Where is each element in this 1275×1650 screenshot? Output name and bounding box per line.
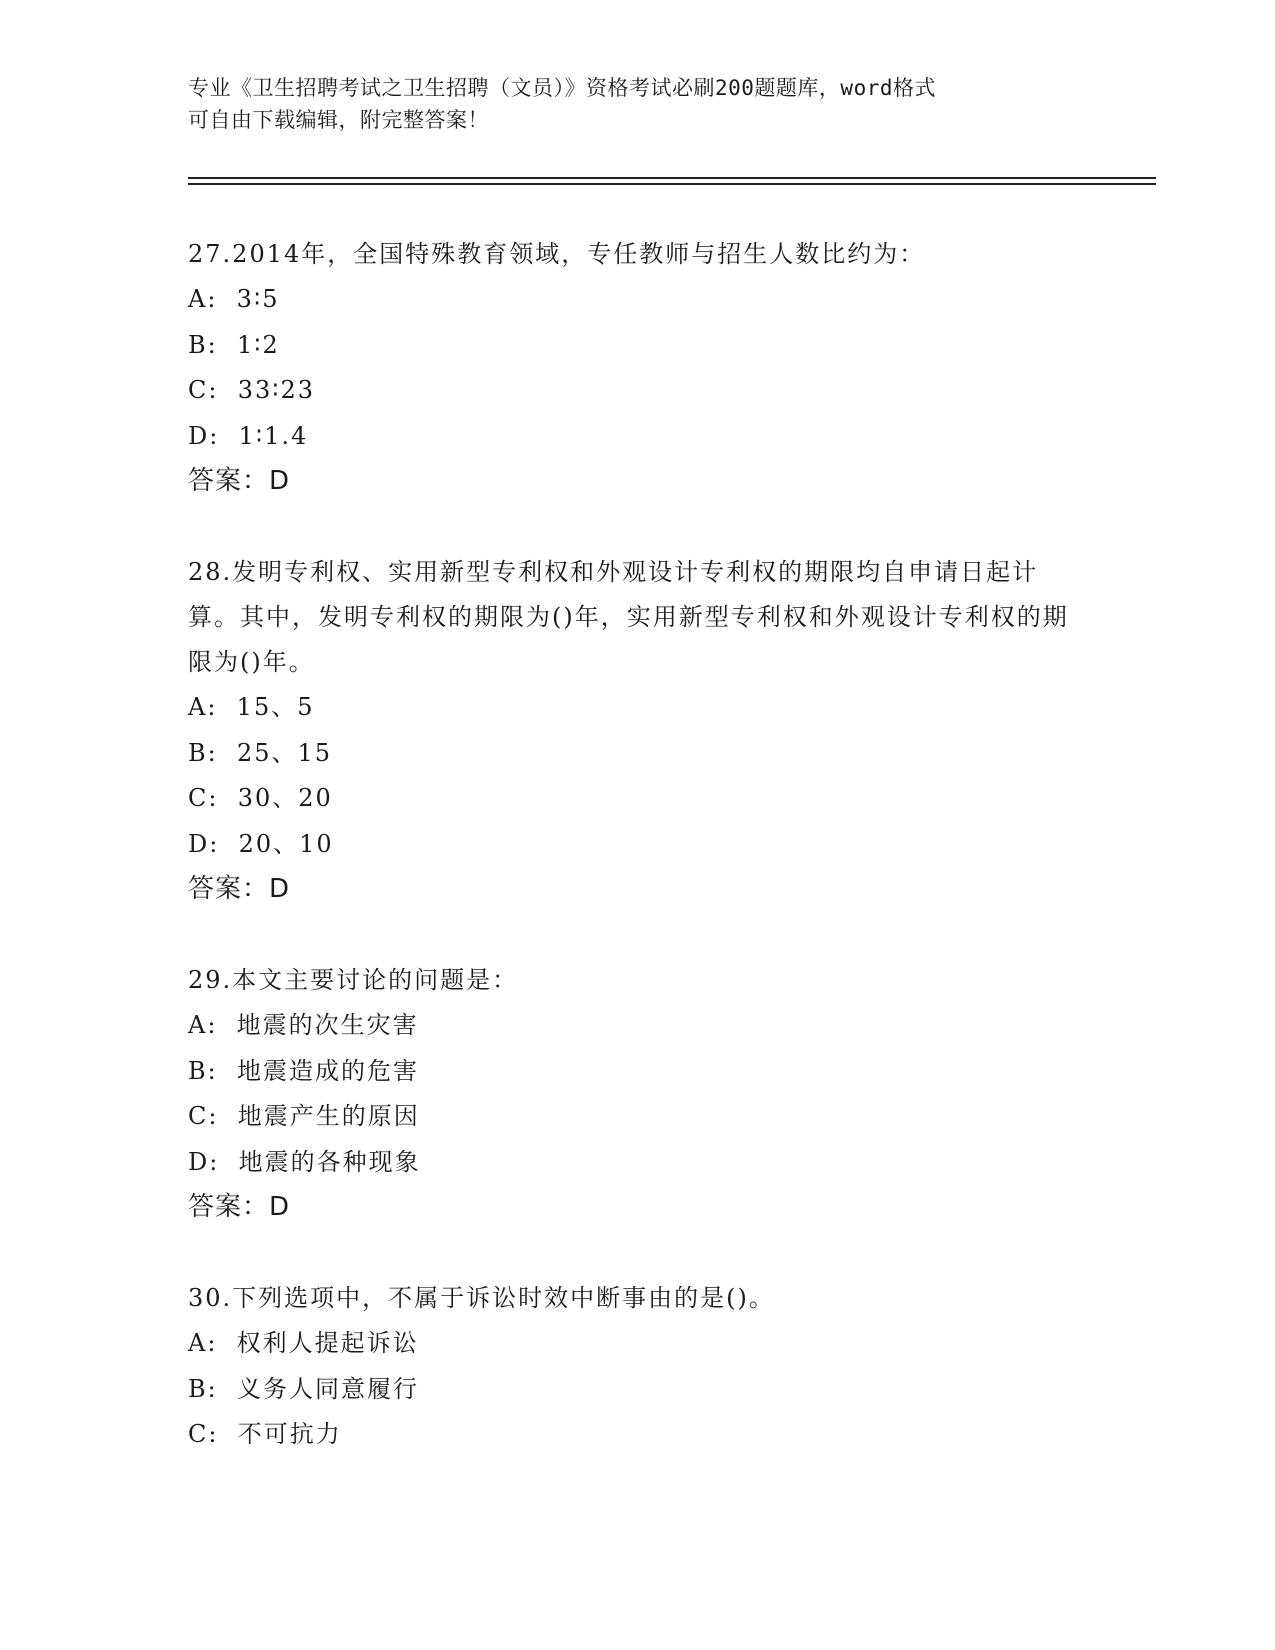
option-c: C: 33∶23 [188, 376, 316, 404]
option-a: A: 权利人提起诉讼 [188, 1329, 419, 1357]
header-divider-bottom [188, 183, 1156, 185]
option-d: D: 1∶1.4 [188, 421, 309, 450]
option-a: A: 3∶5 [188, 285, 280, 313]
question-text: 30.下列选项中，不属于诉讼时效中断事由的是()。 [188, 1284, 775, 1312]
option-b: B: 义务人同意履行 [188, 1374, 419, 1403]
question-28 [188, 550, 1088, 912]
header-line-2: 可自由下载编辑，附完整答案！ [188, 108, 489, 132]
answer: 答案：D [188, 874, 291, 904]
option-d: D: 20、10 [188, 829, 334, 858]
question-27 [188, 232, 1088, 504]
question-list [188, 232, 1088, 1504]
answer: 答案：D [188, 1192, 291, 1222]
header-divider-top [188, 177, 1156, 179]
question-text: 29.本文主要讨论的问题是： [188, 966, 519, 994]
question-text: 27.2014年，全国特殊教育领域，专任教师与招生人数比约为： [188, 240, 926, 268]
header-line-1: 专业《卫生招聘考试之卫生招聘（文员）》资格考试必刷200题题库，word格式 [188, 76, 936, 100]
question-text: 28.发明专利权、实用新型专利权和外观设计专利权的期限均自申请日起计算。其中，发明专利权的期限为()年，实用新型专利权和外观设计专利权的期限为()年。 [188, 558, 1069, 676]
option-c: C: 不可抗力 [188, 1420, 342, 1448]
document-header [188, 72, 1088, 136]
question-29 [188, 958, 1088, 1230]
option-d: D: 地震的各种现象 [188, 1147, 421, 1176]
answer: 答案：D [188, 466, 291, 496]
option-b: B: 25、15 [188, 738, 333, 767]
option-a: A: 地震的次生灾害 [188, 1011, 419, 1039]
option-c: C: 30、20 [188, 784, 333, 812]
option-a: A: 15、5 [188, 693, 315, 721]
option-b: B: 地震造成的危害 [188, 1056, 419, 1085]
option-b: B: 1∶2 [188, 330, 280, 359]
option-c: C: 地震产生的原因 [188, 1102, 420, 1130]
question-30 [188, 1276, 1088, 1458]
